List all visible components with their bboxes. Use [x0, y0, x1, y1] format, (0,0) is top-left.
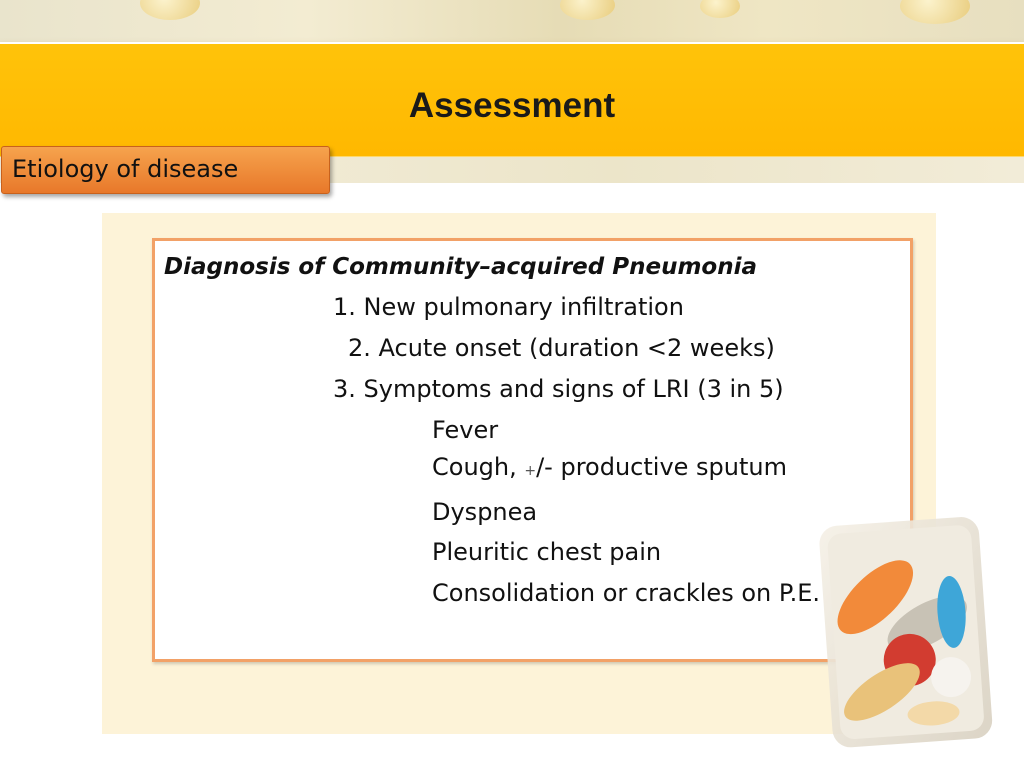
- content-heading: Diagnosis of Community–acquired Pneumonia: [164, 254, 757, 280]
- symptom-consolidation: Consolidation or crackles on P.E.: [432, 579, 821, 607]
- criteria-item-2: 2. Acute onset (duration <2 weeks): [348, 334, 775, 362]
- pills-photo-image: [818, 515, 998, 755]
- plus-sign: +: [524, 463, 537, 479]
- decorative-header-strip: [0, 0, 1024, 42]
- section-tab: [1, 146, 330, 194]
- section-tab-label: Etiology of disease: [12, 155, 239, 183]
- criteria-item-3: 3. Symptoms and signs of LRI (3 in 5): [333, 375, 784, 403]
- slide-title: Assessment: [408, 86, 616, 125]
- cough-prefix: Cough,: [432, 453, 525, 481]
- cough-suffix: /- productive sputum: [536, 453, 787, 481]
- symptom-cough: [432, 452, 787, 486]
- criteria-item-1: 1. New pulmonary infiltration: [333, 293, 684, 321]
- symptom-fever: Fever: [432, 416, 499, 444]
- symptom-dyspnea: Dyspnea: [432, 498, 538, 526]
- symptom-pleuritic-chest-pain: Pleuritic chest pain: [432, 538, 662, 566]
